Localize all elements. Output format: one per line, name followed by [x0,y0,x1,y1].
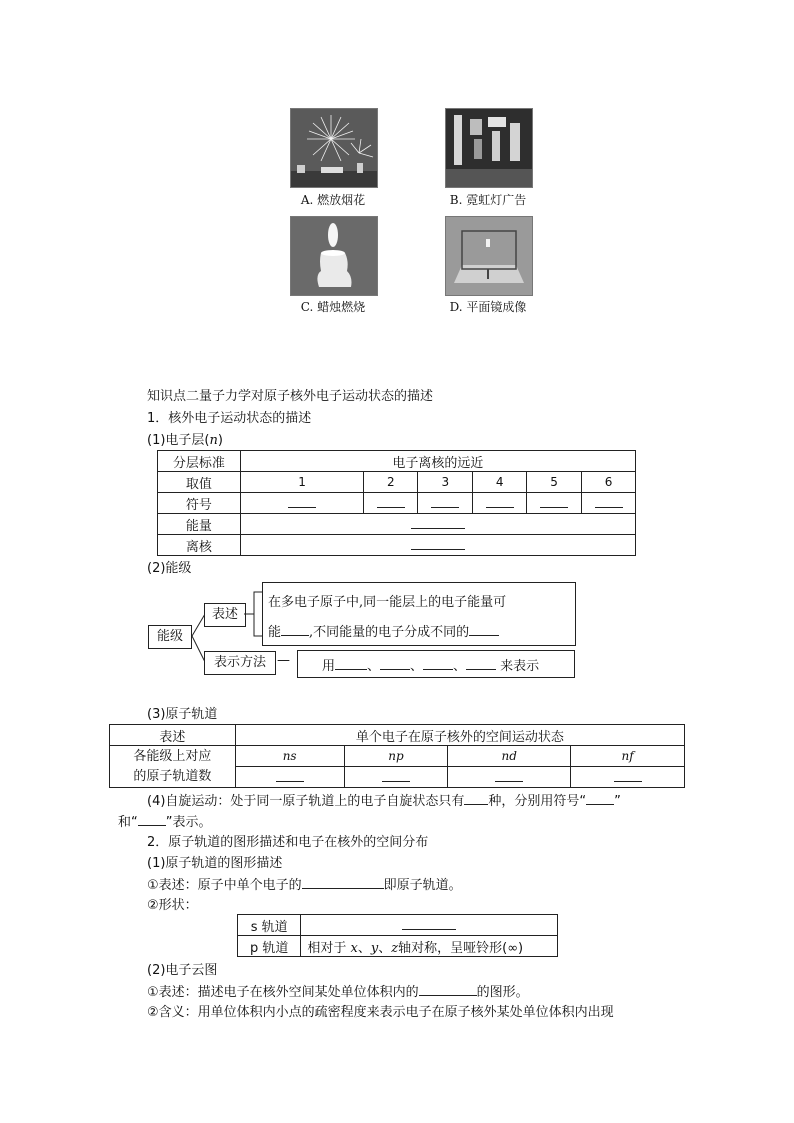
t2-col-nd: nd [448,746,571,767]
description-line-2-a: 能 [268,625,282,640]
p-orbital-label: p 轨道 [238,936,301,957]
description-line-2 [268,621,499,640]
candle-image [291,217,377,295]
p-orbital-shape [301,936,558,957]
t2-r2-label-line1: 各能级上对应 [133,748,212,764]
axis-sep: 、 [357,940,371,956]
t1-symbol-blank[interactable] [364,493,418,514]
paragraph-spin-2 [118,813,212,832]
diagram-root [148,625,192,649]
spin-symbol-blank[interactable] [586,792,614,805]
p-orbital-text-a: 相对于 [307,940,351,956]
level-blank[interactable] [469,623,499,636]
electron-cloud-b: 的图形。 [476,985,529,1000]
spin-text-e: ”表示。 [165,815,212,830]
t2-count-blank[interactable] [448,767,571,788]
diagram-notation-box [297,650,575,678]
figure-b-caption: B. 霓虹灯广告 [449,193,527,207]
orbital-definition-a: ①表述：原子中单个电子的 [147,878,302,893]
electron-cloud-definition [147,983,529,1002]
axis-z: z [391,940,399,956]
figure-d-caption: D. 平面镜成像 [449,300,527,314]
t1-symbol-blank[interactable] [582,493,636,514]
heading-1-1-var: n [209,433,218,448]
energy-blank[interactable] [281,623,309,636]
spin-symbol-blank[interactable] [138,813,166,826]
t1-r5-label: 离核 [158,535,241,556]
electron-cloud-blank[interactable] [419,983,477,996]
spin-text-d: 和“ [118,815,138,830]
t1-value: 5 [527,472,582,493]
notation-suffix: 来表示 [500,659,540,674]
t1-value: 6 [582,472,636,493]
axis-x: x [350,940,358,956]
t1-r1-label: 分层标准 [158,451,241,472]
description-line-1: 在多电子原子中,同一能层上的电子能量可 [268,595,507,610]
diagram-dash: — [277,653,290,668]
orbital-definition-blank[interactable] [302,876,384,889]
s-orbital-label: s 轨道 [238,915,301,936]
fireworks-image [291,109,377,187]
description-line-2-b: ,不同能量的电子分成不同的 [309,625,470,640]
notation-prefix: 用 [322,659,336,674]
t1-value: 2 [364,472,418,493]
s-orbital-shape-blank[interactable] [301,915,558,936]
heading-2-1: (1)原子轨道的图形描述 [147,856,283,871]
notation-sep: 、 [367,659,381,674]
neon-photo [445,108,533,188]
spin-text-c: ” [614,794,621,809]
t1-value: 1 [240,472,364,493]
t2-count-blank[interactable] [235,767,344,788]
heading-1-3: (3)原子轨道 [147,707,218,722]
figure-c-caption: C. 蜡烛燃烧 [300,300,366,314]
t1-distance-blank[interactable] [240,535,635,556]
electron-cloud-a: ①表述：描述电子在核外空间某处单位体积内的 [147,985,419,1000]
orbital-shape-table [237,914,558,957]
heading-2: 2．原子轨道的图形描述和电子在核外的空间分布 [147,835,429,850]
notation-blank[interactable] [466,657,496,670]
figure-a-caption: A. 燃放烟花 [300,193,366,207]
fireworks-photo [290,108,378,188]
notation-sep: 、 [453,659,467,674]
diagram-root-label: 能级 [156,629,183,644]
t1-r1-value: 电子离核的远近 [240,451,635,472]
mirror-photo [445,216,533,296]
section-title: 知识点二量子力学对原子核外电子运动状态的描述 [147,389,434,404]
notation-blank[interactable] [423,657,453,670]
t1-value: 4 [473,472,527,493]
notation-line [322,655,539,674]
diagram-description-box [262,582,576,646]
notation-sep: 、 [410,659,424,674]
t1-r2-label: 取值 [158,472,241,493]
t2-count-blank[interactable] [571,767,685,788]
neon-signs-image [446,109,532,187]
axis-y: y [370,940,379,956]
t2-col-np: np [344,746,448,767]
heading-1-1 [147,432,223,450]
heading-1-1-end: ) [217,433,223,448]
paragraph-spin [147,792,621,811]
electron-shell-table [157,450,636,556]
t1-symbol-blank[interactable] [527,493,582,514]
heading-2-2: (2)电子云图 [147,963,218,978]
heading-1-2: (2)能级 [147,561,192,576]
p-orbital-text-b: 轴对称，呈哑铃形(∞) [398,940,524,956]
t2-r2-label-line2: 的原子轨道数 [133,768,212,784]
mirror-image [446,217,532,295]
t1-value: 3 [418,472,473,493]
t1-energy-blank[interactable] [240,514,635,535]
t1-symbol-blank[interactable] [240,493,364,514]
t2-r2-label [110,746,236,788]
atomic-orbital-table [109,724,685,788]
spin-count-blank[interactable] [464,792,488,805]
t1-r4-label: 能量 [158,514,241,535]
diagram-node-description-label: 表述 [211,607,238,622]
t2-count-blank[interactable] [344,767,448,788]
t2-r1-value: 单个电子在原子核外的空间运动状态 [235,725,684,746]
candle-photo [290,216,378,296]
notation-blank[interactable] [335,657,367,670]
orbital-definition-b: 即原子轨道。 [383,878,462,893]
t2-col-nf: nf [571,746,685,767]
electron-cloud-meaning: ②含义：用单位体积内小点的疏密程度来表示电子在原子核外某处单位体积内出现 [147,1005,614,1020]
axis-sep: 、 [378,940,392,956]
t2-col-ns: ns [235,746,344,767]
orbital-definition [147,876,462,895]
heading-1: 1．核外电子运动状态的描述 [147,411,312,426]
orbital-shape-heading: ②形状： [147,898,198,913]
t1-r3-label: 符号 [158,493,241,514]
diagram-node-notation-label: 表示方法 [213,655,266,670]
diagram-node-notation [204,651,276,675]
t1-symbol-blank[interactable] [473,493,527,514]
spin-text-a: (4)自旋运动：处于同一原子轨道上的电子自旋状态只有 [147,794,465,809]
spin-text-b: 种，分别用符号“ [488,794,587,809]
notation-blank[interactable] [380,657,410,670]
heading-1-1-text: (1)电子层( [147,433,210,448]
diagram-node-description [204,603,246,627]
t2-r1-label: 表述 [110,725,236,746]
t1-symbol-blank[interactable] [418,493,473,514]
